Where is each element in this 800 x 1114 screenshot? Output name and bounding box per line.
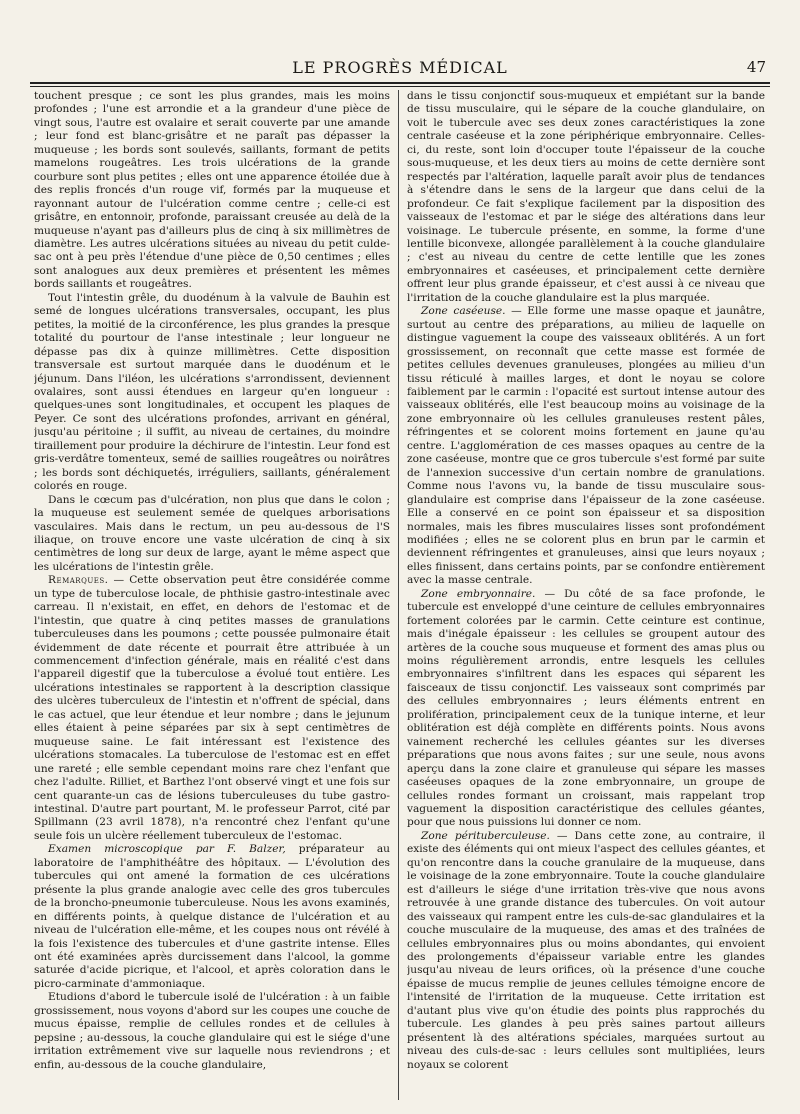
paragraph-zone-perituberculeuse (407, 830, 765, 1072)
column-divider (398, 90, 399, 1100)
section-label: Zone embryonnaire. (421, 587, 536, 600)
section-label: Zone pérituberculeuse. (421, 829, 550, 842)
section-label: Remarques. (48, 574, 109, 587)
page-number: 47 (746, 58, 766, 76)
section-label: Zone caséeuse. (421, 305, 506, 318)
paragraph-text: — Du côté de sa face profonde, le tubercule est enveloppé d'une ceinture de cellules embryonnaires fortement colorées par le carmin. Cette ceinture est continue, mais d'inégale épaisseur : les cellules se groupent autour des artères de la couche sous muqueuse et forment des amas plus ou moins régulièrement arrondis, entre lesquels les cellules embryonnaires s'infiltrent dans les espaces qui séparent les faisceaux de tissu conjonctif. Les vaisseaux sont comprimés par des cellules embryonnaires ; leurs éléments entrent en prolifération, principalement ceux de la tunique interne, et leur oblitération est déjà complète en différents points. Nous avons vainement recherché les cellules géantes sur les diverses préparations que nous avons faites ; sur une seule, nous avons aperçu dans la zone claire et granuleuse qui sépare les masses caséeuses opaques de la zone embryonnaire, un groupe de cellules rondes formant un croissant, mais rappelant trop vaguement la disposition caractéristique des cellules géantes, pour que nous puissions lui donner ce nom. (407, 587, 765, 829)
header-rule (30, 82, 770, 84)
paragraph: Etudions d'abord le tubercule isolé de l'ulcération : à un faible grossissement, nous voyons d'abord sur les coupes une couche de mucus épaisse, remplie de cellules rondes et de cellules à pepsine ; au-dessous, la couche glandulaire qui est le siége d'une irritation extrêmement vive sur laquelle nous reviendrons ; et enfin, au-dessous de la couche glandulaire, (34, 991, 390, 1071)
right-column (407, 90, 765, 1102)
paragraph-remarques (34, 574, 390, 843)
paragraph-text: — Dans cette zone, au contraire, il existe des éléments qui ont mieux l'aspect des cellules géantes, et qu'on rencontre dans la couche granulaire de la muqueuse, dans le voisinage de la zone embryonnaire. Toute la couche glandulaire est d'ailleurs le siége d'une irritation très-vive que nous avons retrouvée à une grande distance des tubercules. On voit autour des vaisseaux qui rampent entre les culs-de-sac glandulaires et la couche musculaire de la muqueuse, des amas et des traînées de cellules embryonnaires plus ou moins abondantes, qui envoient des prolongements d'épaisseur variable entre les glandes jusqu'au niveau de leurs orifices, où la présence d'une couche épaisse de mucus remplie de jeunes cellules témoigne encore de l'intensité de l'irritation de la muqueuse. Cette irritation est d'autant plus vive qu'on étudie des points plus rapprochés du tubercule. Les glandes à peu près saines partout ailleurs présentent là des altérations spéciales, marquées surtout au niveau des culs-de-sac : leurs cellules sont multipliées, leurs noyaux se colorent (407, 829, 765, 1071)
paragraph-zone-embryonnaire (407, 588, 765, 830)
paragraph-text: préparateur au laboratoire de l'amphithéâtre des hôpitaux. — L'évolution des tubercules qui ont amené la formation de ces ulcérations présente la plus grande analogie avec celle des gros tubercules de la broncho-pneumonie tuberculeuse. Nous les avons examinés, en différents points, à quelque distance de l'ulcération et au niveau de l'ulcération elle-même, et les coupes nous ont révélé à la fois l'existence des tubercules et d'une gastrite intense. Elles ont été examinées après durcissement dans l'alcool, la gomme saturée d'acide picrique, et l'alcool, et après coloration dans le picro-carminate d'ammoniaque. (34, 843, 390, 990)
paragraph: touchent presque ; ce sont les plus grandes, mais les moins profondes ; l'une est arrondie et a la grandeur d'une pièce de vingt sous, l'autre est ovalaire et serait couverte par une amande ; leur fond est blanc-grisâtre et ne paraît pas dépasser la muqueuse ; les bords sont soulevés, saillants, formant de petits mamelons rougeâtres. Les trois ulcérations de la grande courbure sont plus petites ; elles ont une apparence étoilée due à des replis froncés d'un rouge vif, formés par la muqueuse et rayonnant autour de l'ulcération comme centre ; celle-ci est grisâtre, en entonnoir, profonde, paraissant creusée au delà de la muqueuse n'ayant pas d'ailleurs plus de cinq à six millimètres de diamètre. Les autres ulcérations situées au niveau du petit culde-sac ont à peu près l'étendue d'une pièce de 0,50 centimes ; elles sont analogues aux deux premières et présentent les mêmes bords saillants et rougeâtres. (34, 90, 390, 291)
journal-title: LE PROGRÈS MÉDICAL (292, 58, 508, 77)
paragraph-zone-caseuse (407, 305, 765, 588)
paragraph-text: — Elle forme une masse opaque et jaunâtre, surtout au centre des préparations, au milieu de laquelle on distingue vaguement la coupe des vaisseaux oblitérés. A un fort grossissement, on reconnaît que cette masse est formée de petites cellules devenues granuleuses, plongées au milieu d'un tissu réticulé à mailles larges, et dont le noyau se colore faiblement par le carmin : l'opacité est surtout intense autour des vaisseaux oblitérés, elle l'est beaucoup moins au voisinage de la zone embryonnaire où les cellules granuleuses restent pâles, réfringentes et se colorent moins fortement en jaune qu'au centre. L'agglomération de ces masses opaques au centre de la zone caséeuse, montre que ce gros tubercule s'est formé par suite de l'annexion successive d'un certain nombre de granulations. Comme nous l'avons vu, la bande de tissu musculaire sous-glandulaire est comprise dans l'épaisseur de la zone caséeuse. Elle a conservé en ce point son épaisseur et sa disposition normales, mais les fibres musculaires lisses sont profondément modifiées ; elles ne se colorent plus en brun par le carmin et deviennent réfringentes et granuleuses, ainsi que leurs noyaux ; elles finissent, dans certains points, par se confondre entièrement avec la masse centrale. (407, 305, 765, 587)
paragraph: dans le tissu conjonctif sous-muqueux et empiétant sur la bande de tissu musculaire, qui le sépare de la couche glandulaire, on voit le tubercule avec ses deux zones caractéristiques la zone centrale caséeuse et la zone périphérique embryonnaire. Celles-ci, du reste, sont loin d'occuper toute l'épaisseur de la couche sous-muqueuse, et les deux tiers au moins de cette dernière sont respectés par l'altération, laquelle paraît avoir plus de tendances à s'étendre dans le sens de la largeur que dans celui de la profondeur. Ce fait s'explique facilement par la disposition des vaisseaux de l'estomac et par le siége des altérations dans leur voisinage. Le tubercule présente, en somme, la forme d'une lentille biconvexe, allongée parallèlement à la couche glandulaire ; c'est au niveau du centre de cette lentille que les zones embryonnaires et caséeuses, et principalement cette dernière offrent leur plus grande épaisseur, et c'est aussi à ce niveau que l'irritation de la couche glandulaire est la plus marquée. (407, 90, 765, 304)
paragraph-text: — Cette observation peut être considérée comme un type de tuberculose locale, de phthisie gastro-intestinale avec carreau. Il n'existait, en effet, en dehors de l'estomac et de l'intestin, que quatre à cinq petites masses de granulations tuberculeuses dans les poumons ; cette poussée pulmonaire était évidemment de date récente et pourrait être attribuée à un commencement d'infection générale, mais en réalité c'est dans l'appareil digestif que la tuberculose a évolué tout entière. Les ulcérations intestinales se rapportent à la description classique des ulcères tuberculeux de l'intestin et n'offrent de spécial, dans le cas actuel, que leur étendue et leur nombre ; dans le jejunum elles étaient à peine séparées par six à sept centimètres de muqueuse saine. Le fait intéressant est l'existence des ulcérations stomacales. La tuberculose de l'estomac est en effet une rareté ; elle semble cependant moins rare chez l'enfant que chez l'adulte. Rilliet, et Barthez l'ont observé vingt et une fois sur cent quarante-un cas de lésions tuberculeuses du tube gastro-intestinal. D'autre part pourtant, M. le professeur Parrot, cité par Spillmann (23 avril 1878), n'a rencontré chez l'enfant qu'une seule fois un ulcère réellement tuberculeux de l'estomac. (34, 574, 390, 842)
paragraph: Tout l'intestin grêle, du duodénum à la valvule de Bauhin est semé de longues ulcérations transversales, occupant, les plus petites, la moitié de la circonférence, les plus grandes la presque totalité du pourtour de l'anse intestinale ; leur longueur ne dépasse pas dix à quinze millimètres. Cette disposition transversale est surtout marquée dans le duodénum et le jéjunum. Dans l'iléon, les ulcérations s'arrondissent, deviennent ovalaires, sont aussi étendues en largeur qu'en longueur : quelques-unes sont longitudinales, et occupent les plaques de Peyer. Ce sont des ulcérations profondes, arrivant en général, jusqu'au péritoine ; il suffit, au niveau de certaines, du moindre tiraillement pour produire la déchirure de l'intestin. Leur fond est gris-verdâtre tomenteux, semé de saillies rougeâtres ou noirâtres ; les bords sont déchiquetés, irréguliers, saillants, généralement colorés en rouge. (34, 291, 390, 493)
paragraph: Dans le cœcum pas d'ulcération, non plus que dans le colon ; la muqueuse est seulement semée de quelques arborisations vasculaires. Mais dans le rectum, un peu au-dessous de l'S iliaque, on trouve encore une vaste ulcération de cinq à six centimètres de long sur deux de large, ayant le même aspect que les ulcérations de l'intestin grêle. (34, 493, 390, 573)
paragraph-examen (34, 843, 390, 991)
left-column (34, 90, 390, 1102)
header-rule-thin (30, 86, 770, 87)
running-header (30, 58, 770, 80)
section-label: Examen microscopique par F. Balzer, (48, 843, 286, 856)
